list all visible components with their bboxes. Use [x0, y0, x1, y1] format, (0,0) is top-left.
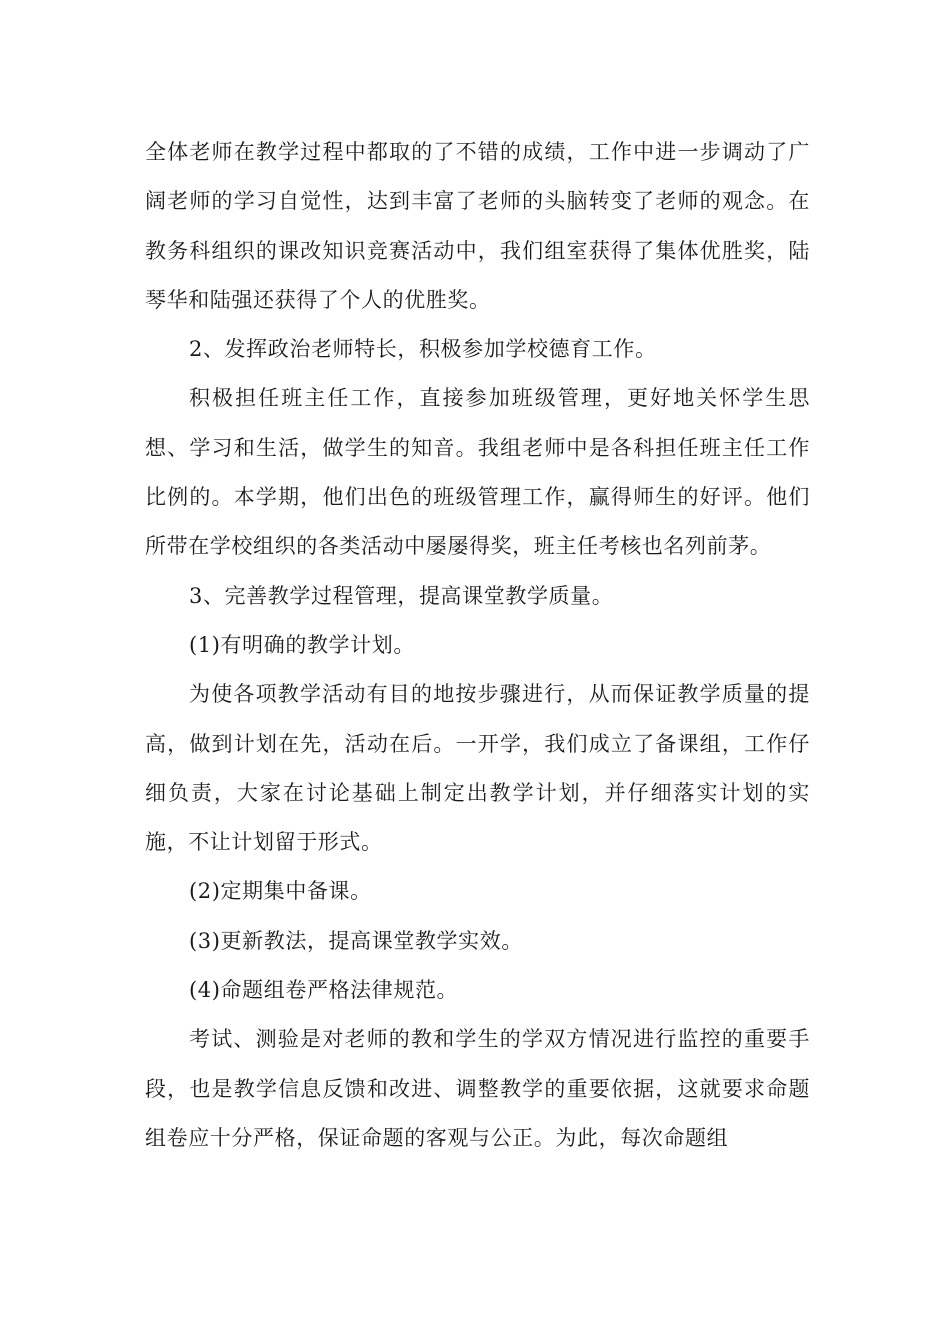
paragraph-9-subheading: (4)命题组卷严格法律规范。 — [189, 978, 459, 1003]
paragraph-8-subheading: (3)更新教法，提高课堂教学实效。 — [189, 928, 523, 953]
paragraph-1: 全体老师在教学过程中都取的了不错的成绩，工作中进一步调动了广阔老师的学习自觉性，达到丰富了老师的头脑转变了老师的观念。在教务科组织的课改知识竞赛活动中，我们组室获得了集体优胜奖，陆琴华和陆强还获得了个人的优胜奖。 — [145, 140, 810, 312]
document-body — [145, 128, 810, 1163]
paragraph-3: 积极担任班主任工作，直接参加班级管理，更好地关怀学生思想、学习和生活，做学生的知音。我组老师中是各科担任班主任工作比例的。本学期，他们出色的班级管理工作，赢得师生的好评。他们所带在学校组织的各类活动中屡屡得奖，班主任考核也名列前茅。 — [145, 386, 810, 559]
paragraph-4-heading: 3、完善教学过程管理，提高课堂教学质量。 — [189, 583, 614, 608]
paragraph-10: 考试、测验是对老师的教和学生的学双方情况进行监控的重要手段，也是教学信息反馈和改进、调整教学的重要依据，这就要求命题组卷应十分严格，保证命题的客观与公正。为此，每次命题组 — [145, 1027, 810, 1150]
paragraph-5-subheading: (1)有明确的教学计划。 — [189, 632, 415, 657]
paragraph-6: 为使各项教学活动有目的地按步骤进行，从而保证教学质量的提高，做到计划在先，活动在后。一开学，我们成立了备课组，工作仔细负责，大家在讨论基础上制定出教学计划，并仔细落实计划的实施，不让计划留于形式。 — [145, 682, 810, 855]
paragraph-7-subheading: (2)定期集中备课。 — [189, 879, 372, 904]
paragraph-2-heading: 2、发挥政治老师特长，积极参加学校德育工作。 — [189, 337, 657, 362]
